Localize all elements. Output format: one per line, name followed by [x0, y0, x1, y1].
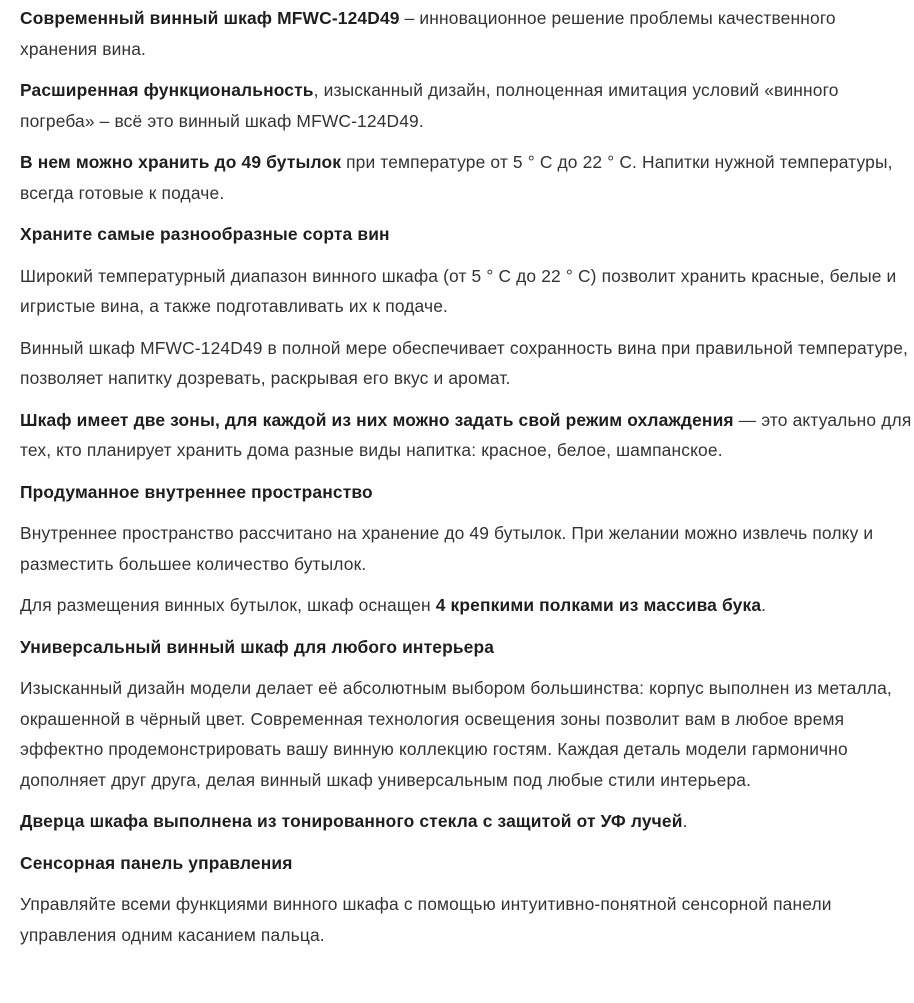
space-heading: Продуманное внутреннее пространство: [20, 481, 373, 502]
shelves-end: .: [761, 595, 767, 615]
space-paragraph-1: Внутреннее пространство рассчитано на хранение до 49 бутылок. При желании можно извлечь полку и разместить большее количество бутылок.: [20, 523, 874, 574]
functionality-bold: Расширенная функциональность: [20, 80, 314, 100]
design-paragraph-1: Изысканный дизайн модели делает её абсолютным выбором большинства: корпус выполнен из металла, окрашенной в чёрный цвет. Современная технология освещения зоны позволит вам в любое время эффектно продемонстрировать вашу винную коллекцию гостям. Каждая деталь модели гармонично дополняет друг друга, делая винный шкаф универсальным под любые стили интерьера.: [20, 678, 892, 790]
product-description: [20, 3, 912, 961]
panel-heading: Сенсорная панель управления: [20, 852, 293, 873]
varieties-paragraph-1: Широкий температурный диапазон винного шкафа (от 5 ° С до 22 ° С) позволит хранить красные, белые и игристые вина, а также подготавливать их к подаче.: [20, 265, 897, 316]
panel-paragraph-1: Управляйте всеми функциями винного шкафа с помощью интуитивно-понятной сенсорной панели управления одним касанием пальца.: [20, 894, 832, 945]
zones-paragraph: [20, 405, 912, 466]
shelves-text: Для размещения винных бутылок, шкаф оснащен: [20, 595, 436, 615]
capacity-bold: В нем можно хранить до 49 бутылок: [20, 152, 342, 172]
varieties-paragraph-2: Винный шкаф MFWC-124D49 в полной мере обеспечивает сохранность вина при правильной температуре, позволяет напитку дозревать, раскрывая его вкус и аромат.: [20, 337, 909, 388]
shelves-paragraph: [20, 590, 912, 621]
intro-text: – инновационное решение проблемы качественного хранения вина.: [20, 8, 836, 59]
intro-bold: Современный винный шкаф MFWC-124D49: [20, 8, 400, 28]
varieties-heading: Храните самые разнообразные сорта вин: [20, 224, 390, 244]
capacity-text: при температуре от 5 ° С до 22 ° С. Напитки нужной температуры, всегда готовые к подаче.: [20, 152, 893, 203]
design-heading: Универсальный винный шкаф для любого интерьера: [20, 636, 495, 657]
door-end: .: [682, 811, 688, 831]
functionality-paragraph: [20, 75, 912, 136]
zones-bold: Шкаф имеет две зоны, для каждой из них можно задать свой режим охлаждения: [20, 409, 734, 430]
shelves-bold: 4 крепкими полками из массива бука: [435, 595, 762, 615]
capacity-paragraph: [20, 147, 912, 208]
door-bold: Дверца шкафа выполнена из тонированного стекла с защитой от УФ лучей: [20, 811, 683, 831]
door-paragraph: [20, 806, 912, 837]
functionality-text: , изысканный дизайн, полноценная имитация условий «винного погреба» – всё это винный шкаф MFWC-124D49.: [20, 80, 839, 131]
intro-paragraph: [20, 3, 912, 64]
zones-text: — это актуально для тех, кто планирует хранить дома разные виды напитка: красное, белое, шампанское.: [20, 409, 912, 460]
